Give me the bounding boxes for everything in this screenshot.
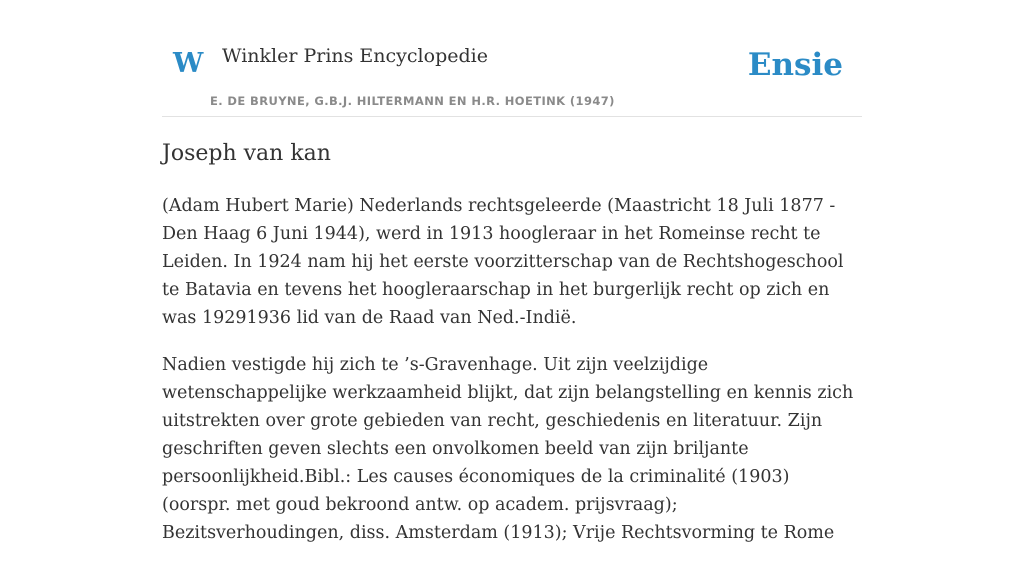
site-header [162,0,862,117]
entry-title: Joseph van kan [162,141,331,166]
site-title: Winkler Prins Encyclopedie [222,45,488,67]
winkler-prins-logo[interactable]: W [173,48,204,79]
entry-paragraph: Nadien vestigde hij zich te ’s-Gravenhage. Uit zijn veelzijdige wetenschappelijke werkzaamheid blijkt, dat zijn belangstelling en kennis zich uitstrekten over grote gebieden van recht, geschiedenis en literatuur. Zijn geschriften geven slechts een onvolkomen beeld van zijn briljante persoonlijkheid.Bibl.: Les causes économiques de la criminalité (1903) (oorspr. met goud bekroond antw. op academ. prijsvraag); Bezitsverhoudingen, diss. Amsterdam (1913); Vrije Rechtsvorming te Rome [162,355,854,543]
authors-line: E. DE BRUYNE, G.B.J. HILTERMANN EN H.R. HOETINK (1947) [210,94,615,108]
entry-body [162,192,862,566]
entry-paragraph: (Adam Hubert Marie) Nederlands rechtsgeleerde (Maastricht 18 Juli 1877 - Den Haag 6 Juni 1944), werd in 1913 hoogleraar in het Romeinse recht te Leiden. In 1924 nam hij het eerste voorzitterschap van de Rechtshogeschool te Batavia en tevens het hoogleraarschap in het burgerlijk recht op zich en was 19291936 lid van de Raad van Ned.-Indië. [162,196,844,328]
ensie-logo[interactable]: Ensie [747,47,843,83]
